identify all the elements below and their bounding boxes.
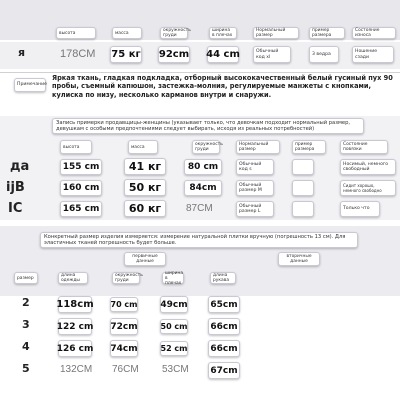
s3-row4-size: 5 [22,362,30,375]
s3-row4-chest: 76CM [112,364,139,375]
s2-row2-state: Сидит хорошо, немного свободно [340,180,396,196]
s3-row3-sleeve: 66cm [208,340,240,357]
s1-header-height: высота [56,27,96,39]
s3-note: Конкретный размер изделия измеряется: измерение натуральной плитки вручную (погрешность 13 см). Для эластичных тканей погрешность будет больше. [40,232,358,248]
s2-row2-chest: 84cm [184,180,222,196]
s2-row1-normal: Обычный код s [236,159,274,175]
s3-row1-length: 118cm [58,296,92,313]
s1-normal-value: Обычный код xl [253,46,291,63]
s2-row2-example [292,180,314,196]
s3-row3-size: 4 [22,340,30,353]
s3-group-primary: первичные данные [124,252,166,266]
s3-row4-shoulder: 53CM [162,364,189,375]
s1-row-key: я [18,46,26,59]
s2-row1-weight: 41 кг [124,158,166,175]
s3-header-length: длина одежды [58,272,88,284]
s3-header-chest: окружность груди [112,272,140,284]
s1-fabric-description: Яркая ткань, гладкая подкладка, отборный высококачественный белый гусиный пух 90 пробы, съемный капюшон, застежка-молния, регулируемые манжеты с кнопками, кулиска по низу, несколько карманов внутри и снаружи. [52,74,393,99]
s2-row3-state: Только что [340,201,380,217]
separator [0,72,400,73]
s3-row2-chest: 72cm [110,318,138,335]
s2-row2-normal: Обычный размер M [236,180,274,196]
s2-row2-key: ijB [6,180,25,195]
s2-header-weight: масса [128,140,158,154]
s3-row4-length: 132CM [60,364,93,375]
s3-row2-shoulder: 50 cm [160,319,188,334]
s2-row1-key: да [10,159,30,174]
s2-header-height: высота [60,140,92,154]
s3-row3-chest: 74cm [110,340,138,357]
s1-weight-value: 75 кг [110,46,142,63]
s3-row2-size: 3 [22,318,30,331]
s3-row1-shoulder: 49cm [160,296,188,313]
s2-row1-chest: 80 cm [184,159,222,175]
s3-row1-sleeve: 65cm [208,296,240,313]
s1-chest-value: 92cm [158,46,190,63]
s1-header-shoulder: ширина в плечах [209,27,237,39]
s2-row1-height: 155 cm [60,159,102,175]
s3-row2-length: 122 cm [58,318,92,335]
s2-row3-example [292,201,314,217]
s1-header-normal: Нормальный размер [253,27,299,39]
s3-header-size: размер [14,272,38,284]
s2-row1-state: Носимый, немного свободный [340,159,396,175]
s3-header-sleeve: длина рукава [210,272,236,284]
s1-shoulder-value: 44 cm [207,46,239,63]
s2-row3-chest: 87CM [186,203,213,214]
s1-header-weight: масса [112,27,142,39]
s2-row3-weight: 60 кг [124,200,166,217]
s3-row3-shoulder: 52 cm [160,341,188,356]
s3-row2-sleeve: 66cm [208,318,240,335]
s2-row3-normal: Обычный размер L [236,201,274,217]
s2-row3-key: IC [8,201,23,216]
s2-row1-example [292,159,314,175]
s3-group-secondary: вторичные данные [278,252,320,266]
s2-row2-weight: 50 кг [124,179,166,196]
s1-header-example: пример размера [309,27,345,39]
s1-example-value: 3 ведра [309,46,339,63]
s1-state-value: Ношение сзади [352,46,394,63]
s3-header-shoulder: ширина в плечах [162,272,184,284]
s2-header-example: пример размера [292,140,326,154]
s3-row4-sleeve: 67cm [208,362,240,379]
s1-height-value: 178CM [60,48,96,60]
s3-row1-size: 2 [22,296,30,309]
s1-header-chest: окружность груди [160,27,188,39]
s2-row3-height: 165 cm [60,201,102,217]
s2-note: Запись примерки продавщицы-женщины (указывает только, что девочкам подходит нормальный размер, девушкам с особыми предпочтениями следует выбирать, исходя из реальных потребностей) [52,118,364,134]
s2-header-chest: окружность груди [192,140,220,154]
s2-row2-height: 160 cm [60,180,102,196]
s2-header-normal: Нормальный размер [236,140,280,154]
s2-header-state: Состояние повязки [340,140,388,154]
s1-fabric-label: Примечание [14,78,46,92]
s1-header-state: Состояние износа [352,27,396,39]
s3-row1-chest: 70 cm [110,297,138,312]
s3-row3-length: 126 cm [58,340,92,357]
